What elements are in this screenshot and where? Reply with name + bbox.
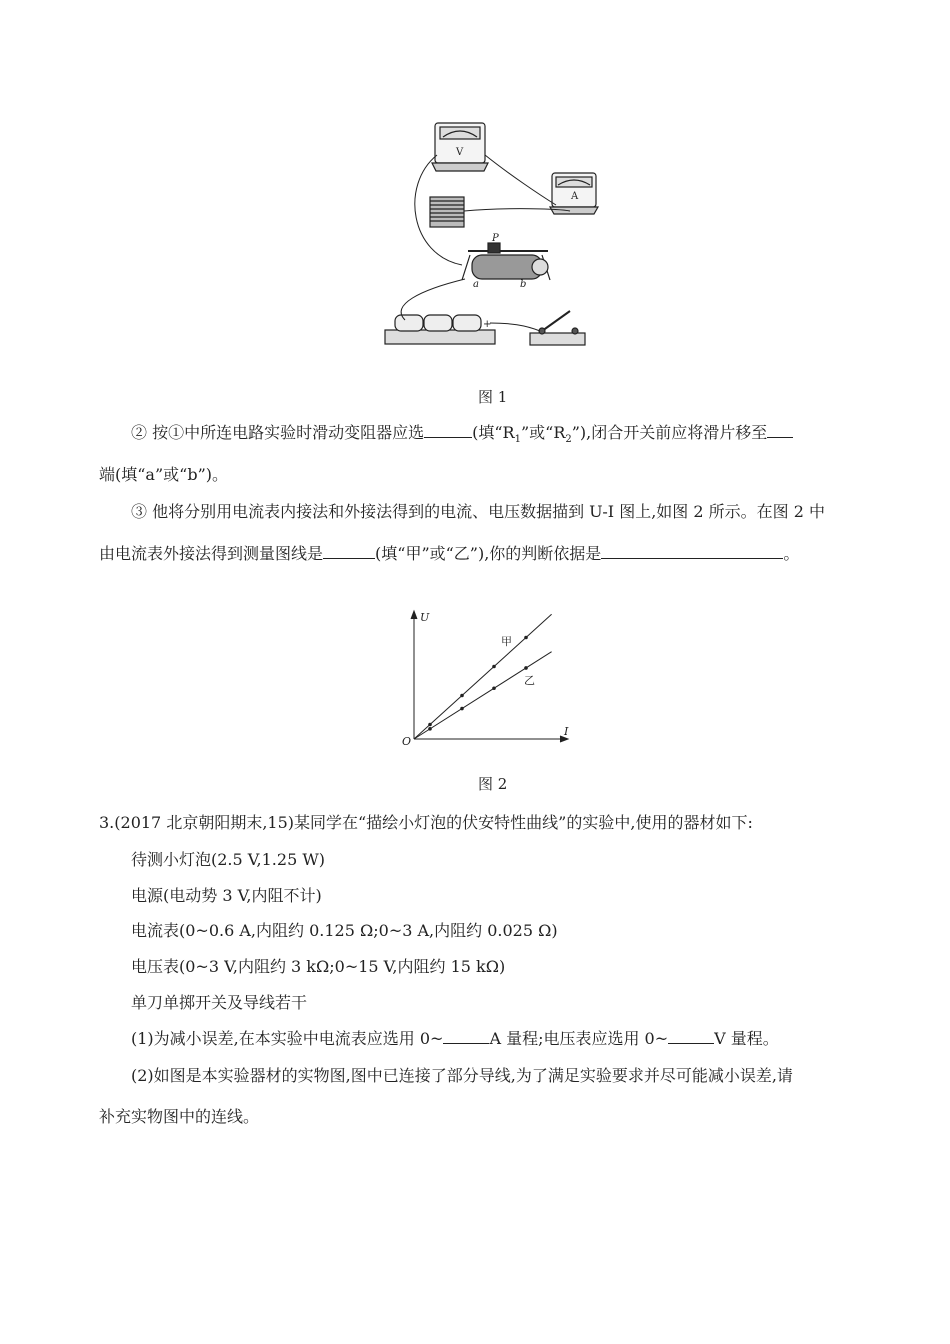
para3-line1: ③ 他将分别用电流表内接法和外接法得到的电流、电压数据描到 U-I 图上,如图 2 所示。在图 2 中	[131, 502, 825, 521]
q3-sub1: (1)为减小误差,在本实验中电流表应选用 0~ A 量程;电压表应选用 0~ V 量程。	[131, 1029, 779, 1048]
ammeter-label: A	[571, 191, 579, 202]
y-axis-arrow	[411, 611, 417, 619]
answer-blank-curve[interactable]	[323, 544, 375, 559]
q3-item-bulb: 待测小灯泡(2.5 V,1.25 W)	[131, 850, 326, 869]
answer-blank-ammeter-range[interactable]	[443, 1029, 489, 1044]
answer-blank-reason[interactable]	[601, 544, 783, 559]
wires	[401, 155, 570, 331]
circuit-apparatus-figure	[380, 115, 600, 355]
data-point	[428, 723, 432, 727]
coil-resistor-icon	[430, 197, 464, 227]
q3-item-ammeter: 电流表(0~0.6 A,内阻约 0.125 Ω;0~3 A,内阻约 0.025 Ω)	[131, 921, 558, 940]
q3-item-switch: 单刀单掷开关及导线若干	[131, 993, 308, 1012]
data-point	[460, 694, 464, 698]
q3-sub2-line1: (2)如图是本实验器材的实物图,图中已连接了部分导线,为了满足实验要求并尽可能减小误差,请	[131, 1066, 793, 1085]
q3-item-voltmeter: 电压表(0~3 V,内阻约 3 kΩ;0~15 V,内阻约 15 kΩ)	[131, 957, 506, 976]
origin-label: O	[402, 735, 412, 748]
ui-graph-figure	[400, 605, 580, 750]
data-point	[492, 665, 496, 669]
battery-pack-icon	[385, 315, 495, 344]
answer-blank-voltmeter-range[interactable]	[668, 1029, 714, 1044]
y-axis-label: U	[420, 611, 430, 624]
para3-line2: 由电流表外接法得到测量图线是 (填“甲”或“乙”),你的判断依据是 。	[99, 544, 800, 563]
rheostat-icon	[462, 243, 550, 280]
figure1-caption: 图 1	[478, 388, 508, 406]
q3-stem: 3.(2017 北京朝阳期末,15)某同学在“描绘小灯泡的伏安特性曲线”的实验中,使用的器材如下:	[99, 813, 753, 832]
data-point	[460, 707, 464, 711]
q3-sub2-line2: 补充实物图中的连线。	[99, 1107, 260, 1126]
figure2-caption: 图 2	[478, 775, 508, 793]
switch-icon	[530, 311, 585, 345]
slider-label: P	[492, 233, 499, 244]
series-yi-label: 乙	[524, 674, 535, 687]
answer-blank-rheostat[interactable]	[424, 423, 472, 438]
data-point	[524, 666, 528, 670]
x-axis-label: I	[564, 725, 569, 738]
data-point	[524, 636, 528, 640]
q3-item-source: 电源(电动势 3 V,内阻不计)	[131, 886, 322, 905]
data-point	[492, 686, 496, 690]
data-point	[428, 727, 432, 731]
para2-line2: 端(填“a”或“b”)。	[99, 465, 228, 484]
para2-line1: ② 按①中所连电路实验时滑动变阻器应选 (填“$R_1$”或“$R_2$”),闭合开关前应将滑片移至	[131, 420, 793, 445]
end-b-label: b	[520, 279, 527, 290]
end-a-label: a	[473, 279, 479, 290]
voltmeter-label: V	[456, 147, 464, 158]
battery-plus-label: +	[483, 319, 492, 330]
series-line-1	[414, 652, 552, 739]
answer-blank-slider-end[interactable]	[767, 423, 793, 438]
series-jia-label: 甲	[501, 635, 512, 648]
